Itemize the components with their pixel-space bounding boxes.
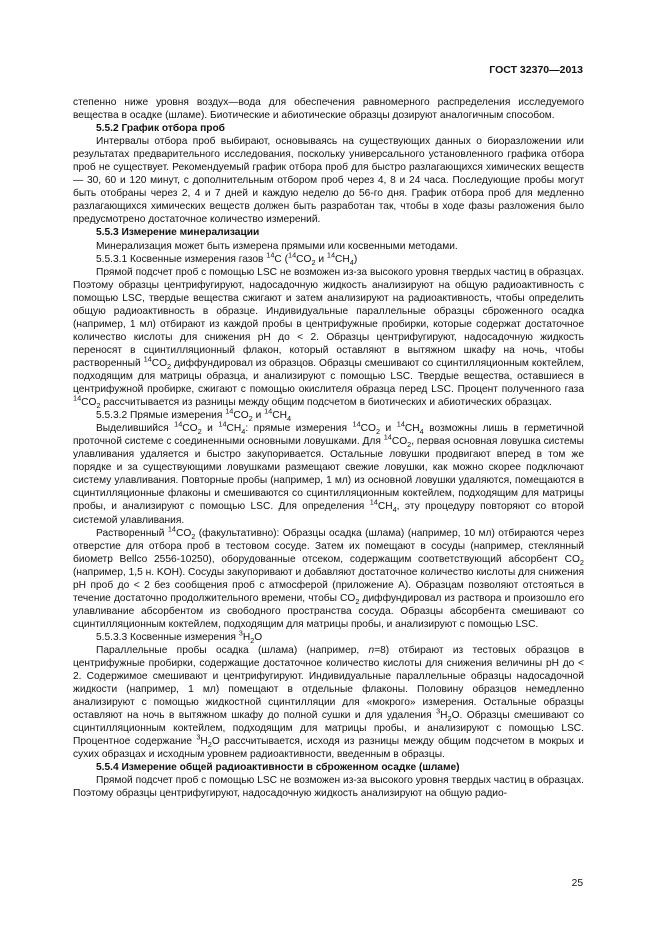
section-heading-5-5-2: 5.5.2 График отбора проб — [96, 123, 225, 135]
paragraph-direct-measurement: Выделившийся $^{14}CO_2$ и $^{14}CH_4$: прямые измерения $^{14}CO_2$ и $^{14}CH_4$ возможны лишь в герметичной проточной системе с соединенными основными ловушками. Для $^{14}CO_2$, первая основная ловушка системы улавливания удаляется и быстро закупоривается. Остальные ловушки продвигают вперед в том же порядке и за существующими ловушками размещают свежие ловушки, как можно скорее подключают систему улавливания. Повторные пробы (например, 1 мл) из основной ловушки удаляются, помещаются в сцинтилляционные флаконы и смешиваются со сцинтилляционным коктейлем, подходящим для матрицы пробы, и анализируют с помощью LSC. Для определения $^{14}CH_4$, эту процедуру повторяют со второй системой улавливания. — [73, 419, 584, 526]
subsection-heading-5-5-3-1: 5.5.3.1 Косвенные измерения газов $^{14}$C ($^{14}CO_2$ и $^{14}CH_4$) — [96, 250, 358, 267]
paragraph-total-radioactivity: Прямой подсчет проб с помощью LSC не возможен из-за высокого уровня твердых частиц в образцах. Поэтому образцы центрифугируют, надосадочную жидкость анализируют на общую радио- — [73, 775, 584, 800]
section-heading-5-5-3: 5.5.3 Измерение минерализации — [96, 227, 260, 239]
paragraph-indirect-gas-measurement: Прямой подсчет проб с помощью LSC не возможен из-за высокого уровня твердых частиц в образцах. Поэтому образцы центрифугируют, надосадочную жидкость анализируют на общую радиоактивность с помощью LSC, твердые вещества сжигают и затем анализируют на радиоактивность, чтобы определить общую радиоактивность в образце. Индивидуальные параллельные образцы сброженного осадка (например, 1 мл) отбирают из каждой пробы в центрифужные пробирки, которые содержат достаточное количество кислоты для снижения pH до < 2. Образцы центрифугируют, надосадочную жидкость переносят в сцинтилляционный флакон, который оставляют в вытяжном шкафу на ночь, чтобы растворенный $^{14}CO_2$ диффундировал из образцов. Образцы смешивают со сцинтилляционным коктейлем, подходящим для матрицы образца, и анализируют с помощью LSC. Твердые вещества, оставшиеся в центрифужной пробирке, сжигают с помощью окислителя образца перед LSC. Процент полученного газа $^{14}CO_2$ рассчитывается из разницы между общим подсчетом в биотических и абиотических образцах. — [73, 266, 584, 411]
paragraph-sampling-schedule: Интервалы отбора проб выбирают, основываясь на существующих данных о биоразложении или результатах предварительного исследования, поскольку универсального установленного графика отбора проб не существует. Рекомендуемый график отбора проб для быстро разлагающихся химических веществ — 30, 60 и 120 минут, с дополнительным отбором проб через 4, 8 и 24 часа. Последующие пробы могут быть отобраны через 2, 4 и 7 дней и каждую неделю до 56-го дня. График отбора проб для медленно разлагающихся химических веществ должен быть разработан так, чтобы в ходе фазы разложения было предусмотрено достаточное количество измерений. — [73, 136, 584, 226]
paragraph-dissolved-co2: Растворенный $^{14}CO_2$ (факультативно): Образцы осадка (шлама) (например, 10 мл) отбираются через отверстие для отбора проб в тестовом сосуде. Затем их помещают в сосуды (например, стеклянный биометр Bellco 2556-10250), оборудованные отсеком, содержащим соответствующий абсорбент $CO_2$ (например, 1,5 н. KOH). Сосуды закупоривают и добавляют достаточное количество кислоты для снижения pH проб до < 2 без сообщения проб с атмосферой (приложение А). Образцам позволяют отстояться в течение достаточно продолжительного времени, чтобы $CO_2$ диффундировал из раствора и произошло его улавливание абсорбентом из свободного пространства сосуда. Образцы абсорбента смешивают со сцинтилляционным коктейлем, подходящим для матрицы пробы, и анализируют с помощью LSC. — [73, 524, 585, 630]
subsection-heading-5-5-3-2: 5.5.3.2 Прямые измерения $^{14}CO_2$ и $^{14}CH_4$ — [96, 406, 292, 424]
paragraph-continuation: степенно ниже уровня воздух—вода для обеспечения равномерного распределения исследуемого вещества в осадке (шламе). Биотические и абиотические образцы дозируют аналогичным способом. — [73, 97, 584, 122]
page-number: 25 — [571, 878, 583, 889]
paragraph-indirect-tritium-measurement: Параллельные пробы осадка (шлама) (например, n=8) отбирают из тестовых образцов в центрифужные пробирки, содержащие достаточное количество кислоты для снижения величины pH до < 2. Содержимое смешивают и центрифугируют. Индивидуальные параллельные образцы надосадочной жидкости (например, 1 мл) помещают в отдельные флаконы. Половину образцов немедленно анализируют с помощью жидкостной сцинтилляции для «мокрого» измерения. Остальные образцы оставляют на ночь в вытяжном шкафу до полной сушки и для удаления $^3H_2O$. Образцы смешивают со сцинтилляционным коктейлем, подходящим для матрицы пробы, и анализируют с помощью LSC. Процентное содержание $^3H_2O$ рассчитывается, исходя из разницы между общим подсчетом в мокрых и сухих образцах и исходным уровнем радиоактивности, введенным в образцы. — [73, 644, 584, 761]
subsection-heading-5-5-3-3: 5.5.3.3 Косвенные измерения $^3H_2O$ — [96, 628, 263, 645]
section-heading-5-5-4: 5.5.4 Измерение общей радиоактивности в сброженном осадке (шламе) — [96, 762, 460, 774]
paragraph-mineralization: Минерализация может быть измерена прямыми или косвенными методами. — [96, 240, 458, 252]
document-body — [73, 96, 584, 801]
document-header: ГОСТ 32370—2013 — [489, 64, 583, 76]
